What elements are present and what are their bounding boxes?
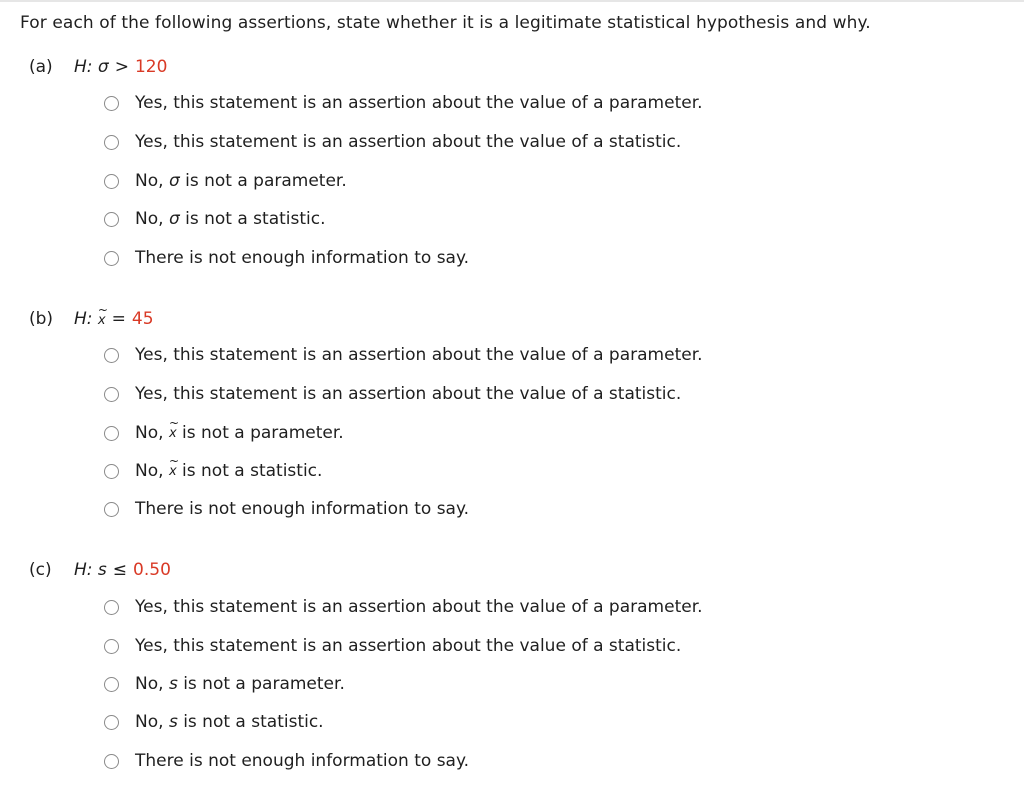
part-b-option-5[interactable]: There is not enough information to say. bbox=[104, 499, 469, 519]
part-c-option-3[interactable]: No, s is not a parameter. bbox=[104, 674, 345, 694]
part-a-option-3[interactable]: No, σ is not a parameter. bbox=[104, 171, 347, 191]
radio-button[interactable] bbox=[104, 348, 119, 363]
part-c-option-1[interactable]: Yes, this statement is an assertion about the value of a parameter. bbox=[104, 597, 703, 617]
part-letter: (b) bbox=[29, 309, 54, 329]
radio-button[interactable] bbox=[104, 677, 119, 692]
radio-button[interactable] bbox=[104, 387, 119, 402]
hypothesis-operator: = bbox=[111, 309, 126, 329]
part-letter: (c) bbox=[29, 560, 52, 580]
radio-button[interactable] bbox=[104, 502, 119, 517]
radio-button[interactable] bbox=[104, 426, 119, 441]
x-tilde-symbol: ~ x bbox=[169, 464, 177, 479]
part-a-option-5[interactable]: There is not enough information to say. bbox=[104, 248, 469, 268]
top-divider bbox=[0, 0, 1024, 5]
part-b-option-2[interactable]: Yes, this statement is an assertion about the value of a statistic. bbox=[104, 384, 681, 404]
x-tilde-symbol: ~ x bbox=[98, 313, 106, 328]
hypothesis-h: H: bbox=[74, 57, 93, 77]
x-tilde-symbol: ~ x bbox=[169, 426, 177, 441]
part-letter: (a) bbox=[29, 57, 53, 77]
radio-button[interactable] bbox=[104, 715, 119, 730]
part-c-label bbox=[29, 560, 171, 580]
part-a-option-1[interactable]: Yes, this statement is an assertion about the value of a parameter. bbox=[104, 93, 703, 113]
hypothesis-operator: > bbox=[114, 57, 129, 77]
part-b-option-1[interactable]: Yes, this statement is an assertion about the value of a parameter. bbox=[104, 345, 703, 365]
radio-button[interactable] bbox=[104, 174, 119, 189]
radio-button[interactable] bbox=[104, 754, 119, 769]
hypothesis-value: 45 bbox=[131, 309, 154, 329]
radio-button[interactable] bbox=[104, 96, 119, 111]
hypothesis-symbol: s bbox=[97, 560, 107, 580]
part-c-option-2[interactable]: Yes, this statement is an assertion about the value of a statistic. bbox=[104, 636, 681, 656]
radio-button[interactable] bbox=[104, 212, 119, 227]
radio-button[interactable] bbox=[104, 464, 119, 479]
hypothesis-h: H: bbox=[74, 560, 93, 580]
radio-button[interactable] bbox=[104, 639, 119, 654]
hypothesis-value: 120 bbox=[134, 57, 168, 77]
part-b-option-3[interactable]: No, ~ x is not a parameter. bbox=[104, 423, 344, 443]
hypothesis-operator: ≤ bbox=[112, 560, 128, 580]
radio-button[interactable] bbox=[104, 251, 119, 266]
hypothesis-h: H: bbox=[74, 309, 93, 329]
hypothesis-value: 0.50 bbox=[133, 560, 171, 580]
question-instruction: For each of the following assertions, state whether it is a legitimate statistical hypothesis and why. bbox=[20, 13, 871, 33]
part-c-option-4[interactable]: No, s is not a statistic. bbox=[104, 712, 324, 732]
part-a-option-2[interactable]: Yes, this statement is an assertion about the value of a statistic. bbox=[104, 132, 681, 152]
radio-button[interactable] bbox=[104, 600, 119, 615]
radio-button[interactable] bbox=[104, 135, 119, 150]
hypothesis-symbol: σ bbox=[97, 57, 109, 77]
part-a-label bbox=[29, 57, 167, 77]
part-b-label bbox=[29, 309, 154, 329]
part-b-option-4[interactable]: No, ~ x is not a statistic. bbox=[104, 461, 322, 481]
part-c-option-5[interactable]: There is not enough information to say. bbox=[104, 751, 469, 771]
part-a-option-4[interactable]: No, σ is not a statistic. bbox=[104, 209, 326, 229]
